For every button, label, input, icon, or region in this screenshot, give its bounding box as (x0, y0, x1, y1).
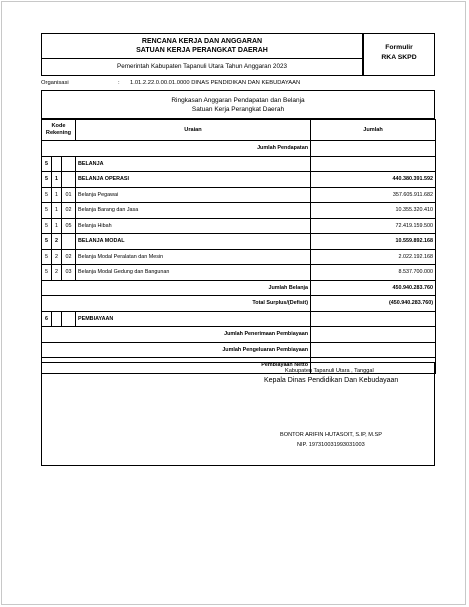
organisasi-label: Organisasi (41, 80, 69, 86)
row-code-2: 1 (52, 203, 62, 219)
row-jumlah (311, 342, 436, 358)
row-uraian: Jumlah Pendapatan (42, 141, 311, 157)
row-uraian: Belanja Barang dan Jasa (76, 203, 311, 219)
signature-position: Kepala Dinas Pendidikan Dan Kebudayaan (264, 377, 399, 384)
table-row (42, 249, 436, 265)
row-uraian: Jumlah Pengeluaran Pembiayaan (42, 342, 311, 358)
signature-name: BONTOR ARIFIN HUTASOIT, S.IP, M.SP (280, 432, 382, 438)
row-jumlah (311, 311, 436, 327)
col-kode-header: Kode Rekening (42, 120, 76, 141)
table-row (42, 327, 436, 343)
row-code-2: 2 (52, 234, 62, 250)
table-row (42, 187, 436, 203)
row-jumlah: 357.605.911.682 (311, 187, 436, 203)
table-row (42, 203, 436, 219)
row-code-2: 2 (52, 249, 62, 265)
row-uraian: PEMBIAYAAN (76, 311, 311, 327)
row-uraian: Belanja Modal Peralatan dan Mesin (76, 249, 311, 265)
row-jumlah (311, 141, 436, 157)
row-uraian: Jumlah Belanja (42, 280, 311, 296)
row-code-1: 5 (42, 218, 52, 234)
row-jumlah: 8.537.700.000 (311, 265, 436, 281)
table-header-row (42, 120, 436, 141)
row-jumlah (311, 327, 436, 343)
header-title-box (41, 33, 363, 76)
row-code-1: 5 (42, 203, 52, 219)
row-code-1: 5 (42, 234, 52, 250)
row-uraian: Total Surplus/(Defisit) (42, 296, 311, 312)
row-code-3 (62, 156, 76, 172)
row-uraian: Belanja Hibah (76, 218, 311, 234)
title-line-1: RENCANA KERJA DAN ANGGARAN (141, 38, 263, 45)
row-code-3: 03 (62, 265, 76, 281)
table-row (42, 265, 436, 281)
row-jumlah: 72.419.159.500 (311, 218, 436, 234)
budget-table (41, 119, 436, 374)
form-code: RKA SKPD (381, 54, 417, 61)
row-code-3 (62, 172, 76, 188)
row-code-3: 05 (62, 218, 76, 234)
form-label: Formulir (385, 44, 413, 51)
header-divider (42, 58, 362, 59)
row-jumlah: 450.940.283.760 (311, 280, 436, 296)
row-uraian: BELANJA OPERASI (76, 172, 311, 188)
col-jumlah-header: Jumlah (311, 120, 436, 141)
summary-box (41, 90, 435, 119)
table-row (42, 156, 436, 172)
table-row (42, 311, 436, 327)
row-code-2 (52, 156, 62, 172)
table-row (42, 342, 436, 358)
summary-line-2: Satuan Kerja Perangkat Daerah (191, 106, 285, 113)
row-jumlah: (450.940.283.760) (311, 296, 436, 312)
row-code-2: 2 (52, 265, 62, 281)
row-jumlah: 10.559.892.168 (311, 234, 436, 250)
form-code-box (363, 33, 435, 76)
row-code-3: 02 (62, 203, 76, 219)
row-code-1: 6 (42, 311, 52, 327)
row-code-2: 1 (52, 218, 62, 234)
table-row (42, 218, 436, 234)
summary-line-1: Ringkasan Anggaran Pendapatan dan Belanja (171, 97, 305, 104)
row-code-1: 5 (42, 187, 52, 203)
signature-nip: NIP. 197310031993031003 (297, 442, 365, 448)
row-code-2: 1 (52, 172, 62, 188)
row-uraian: BELANJA MODAL (76, 234, 311, 250)
row-code-2: 1 (52, 187, 62, 203)
row-code-3: 01 (62, 187, 76, 203)
table-row (42, 172, 436, 188)
row-code-3 (62, 311, 76, 327)
row-code-1: 5 (42, 172, 52, 188)
organisasi-value: 1.01.2.22.0.00.01.0000 DINAS PENDIDIKAN DAN KEBUDAYAAN (130, 80, 301, 86)
col-uraian-header: Uraian (76, 120, 311, 141)
row-jumlah: 440.380.391.592 (311, 172, 436, 188)
row-uraian: Jumlah Penerimaan Pembiayaan (42, 327, 311, 343)
row-code-1: 5 (42, 249, 52, 265)
row-uraian: Belanja Pegawai (76, 187, 311, 203)
row-code-1: 5 (42, 265, 52, 281)
title-line-2: SATUAN KERJA PERANGKAT DAERAH (136, 47, 268, 54)
table-row (42, 141, 436, 157)
table-row (42, 234, 436, 250)
signature-box (41, 362, 435, 466)
organisasi-separator: : (118, 80, 120, 86)
row-code-2 (52, 311, 62, 327)
signature-place-date: Kabupaten Tapanuli Utara , Tanggal (285, 368, 374, 374)
table-row (42, 296, 436, 312)
row-code-1: 5 (42, 156, 52, 172)
row-uraian: Belanja Modal Gedung dan Bangunan (76, 265, 311, 281)
row-jumlah (311, 156, 436, 172)
row-uraian: BELANJA (76, 156, 311, 172)
row-jumlah: 10.355.320.410 (311, 203, 436, 219)
row-code-3: 02 (62, 249, 76, 265)
table-row (42, 280, 436, 296)
row-uraian: Pembiayaan Netto (42, 358, 311, 374)
row-code-3 (62, 234, 76, 250)
row-jumlah: 2.022.192.168 (311, 249, 436, 265)
header-subtitle: Pemerintah Kabupaten Tapanuli Utara Tahun Anggaran 2023 (117, 63, 287, 70)
